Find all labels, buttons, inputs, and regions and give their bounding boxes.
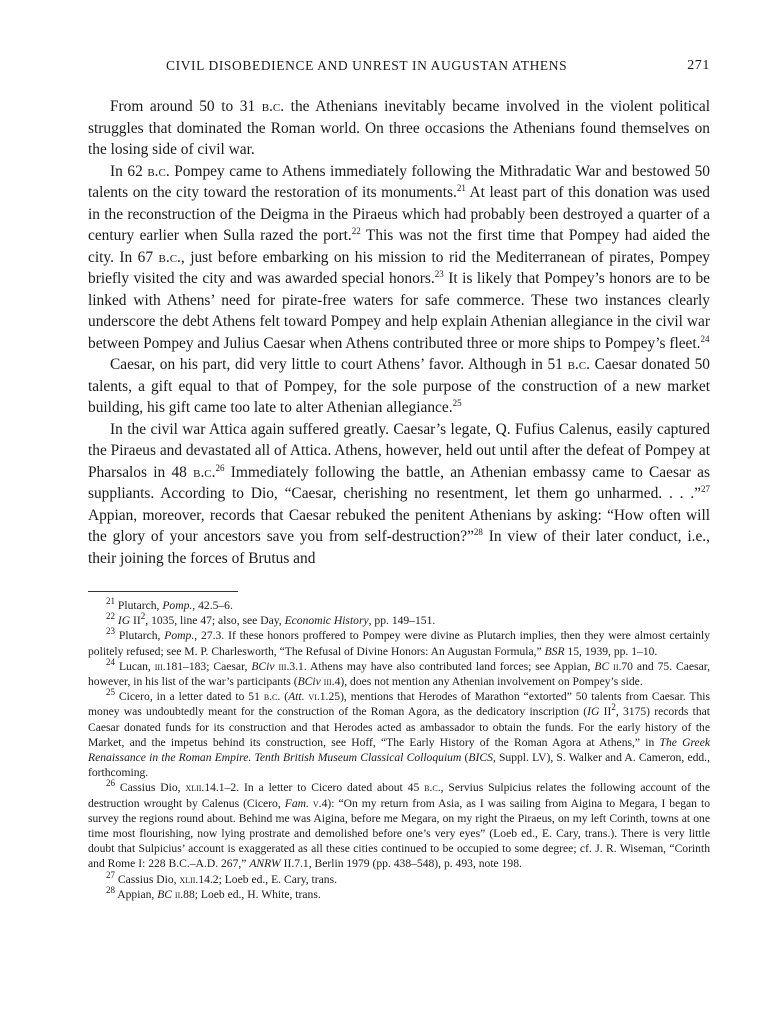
footnote-ref: 23: [106, 626, 115, 637]
text-run: Caesar, on his part, did very little to court Athens’ favor. Although in 51: [110, 356, 568, 373]
text-run: ), does not mention any Athenian involvement on Pompey’s side.: [340, 675, 643, 689]
text-run: It is likely that Pompey’s honors are to be linked with Athens’ need for pirate-free waters for safe commerce. These two instances clearly underscore the debt Athens felt toward Pompey and help explain Athenian allegiance in the civil war between Pompey and Julius Caesar when Athens contributed three or more ships to Pompey’s fleet.: [88, 270, 710, 352]
running-title: CIVIL DISOBEDIENCE AND UNREST IN AUGUSTAN ATHENS: [166, 58, 568, 73]
paragraph: [88, 161, 710, 355]
italic-text: BICS: [468, 751, 493, 765]
text-run: At least part of this donation was used in the reconstruction of the Deigma in the Piraeus which had probably been destroyed a quarter of a century earlier when Sulla razed the port.: [88, 184, 710, 244]
footnote-ref: 26: [106, 778, 115, 789]
small-caps-text: ii.88: [174, 887, 195, 901]
footnote-ref: 27: [701, 483, 710, 494]
text-run: II.7.1, Berlin 1979 (pp. 438–548), p. 493, note 198.: [280, 857, 522, 871]
small-caps-text: b.c.: [193, 463, 216, 481]
italic-text: Pomp.: [164, 629, 195, 643]
text-run: , 42.5–6.: [192, 599, 233, 612]
text-run: ; Loeb ed., E. Cary, trans.: [218, 872, 337, 886]
footnote-ref: 2: [611, 702, 616, 713]
text-run: Caesar donated 50 talents, a gift equal to that of Pompey, for the sole purpose of the construction of a new market building, his gift came too late to alter Athenian allegiance.: [88, 356, 711, 416]
italic-text: Economic History: [284, 614, 369, 628]
text-run: , 3175) records that Caesar donated funds for its construction and that Herodes acted as ambassador to obtain the funds. For the early history of the Market, and the impetus behind its construction, see Hoff, “The Early History of the Roman Agora at Athens,” in: [88, 705, 710, 749]
footnote-ref: 26: [215, 462, 225, 473]
small-caps-text: xlii.14.1–2: [185, 781, 237, 795]
footnotes: [88, 598, 710, 902]
text-run: , just before embarking on his mission to rid the Mediterranean of pirates, Pompey briefly visited the city and was awarded special honors.: [88, 248, 710, 287]
text-run: This was not the first time that Pompey had aided the city. In 67: [88, 227, 711, 266]
text-run: Cassius Dio,: [115, 781, 186, 795]
footnote-ref: 25: [106, 687, 115, 698]
text-run: , 1035, line 47; also, see Day,: [145, 614, 285, 628]
text-run: Plutarch,: [115, 629, 165, 643]
text-run: In view of their later conduct, i.e., their joining the forces of Brutus and: [88, 528, 710, 567]
text-run: II: [599, 705, 612, 719]
text-run: Pompey came to Athens immediately following the Mithradatic War and bestowed 50 talents on the city toward the restoration of its monuments.: [88, 162, 710, 201]
small-caps-text: iii.181–183: [154, 659, 207, 673]
text-run: In the civil war Attica again suffered greatly. Caesar’s legate, Q. Fufius Calenus, easily captured the Piraeus and devastated all of Attica. Athens, however, held out until after the defeat of Pompey at Pharsalos in 48: [88, 420, 710, 481]
italic-text: BC: [594, 659, 610, 673]
small-caps-text: xlii.14.2: [179, 872, 219, 886]
text-run: Cicero, in a letter dated to 51: [115, 690, 264, 704]
footnote-ref: 23: [434, 268, 444, 279]
text-run: Appian,: [115, 887, 158, 901]
footnote-ref: 27: [106, 869, 115, 880]
footnote-ref: 28: [106, 885, 115, 895]
footnote-ref: 24: [106, 656, 115, 667]
text-run: , Suppl. LV), S. Walker and A. Cameron, edd., forthcoming.: [88, 751, 710, 780]
footnote-ref: 22: [351, 225, 361, 236]
footnote-divider: [88, 591, 238, 592]
small-caps-text: b.c.: [263, 690, 281, 704]
small-caps-text: vi.1.25: [308, 690, 341, 704]
footnote-ref: 21: [456, 182, 466, 193]
italic-text: Fam.: [284, 796, 309, 810]
paragraph: [88, 419, 710, 570]
small-caps-text: iii.3.1: [278, 659, 304, 673]
text-run: In 62: [110, 162, 148, 180]
small-caps-text: iii.4: [323, 675, 341, 689]
text-run: and 75. Caesar, however, in his list of the war’s participants (: [88, 659, 711, 689]
italic-text: IG: [587, 705, 600, 719]
footnote-23: [88, 628, 710, 658]
footnote-ref: 21: [106, 596, 115, 607]
text-run: ), mentions that Herodes of Marathon “extorted” 50 talents from Caesar. This money was undoubtedly meant for the construction of the Roman Agora, as the dedicatory inscription (: [88, 690, 710, 719]
small-caps-text: b.c.: [567, 356, 590, 373]
small-caps-text: b.c.: [158, 248, 181, 266]
text-run: . Athens may have also contributed land forces; see Appian,: [303, 659, 595, 673]
paragraph: [88, 354, 710, 419]
italic-text: IG: [117, 614, 131, 628]
text-run: ): “On my return from Asia, as I was sailing from Aigina to Megara, I began to survey the regions round about. Behind me was Aigina, before me Megara, on my right the Piraeus, on my left Corinth, towns at one time most flourishing, now lying prostrate and demolished before one’s very eyes” (Loeb ed., E. Cary, trans.). There is very little doubt that Sulpicius’ account is exaggerated as all these cities continued to be occupied to some degree; cf. J. R. Wiseman, “Corinth and Rome I: 228 B.C.–A.D. 267,”: [88, 796, 710, 871]
text-run: , Servius Sulpicius relates the following account of the destruction wrought by Calenus (Cicero,: [88, 781, 711, 810]
text-run: From around 50 to 31: [110, 98, 262, 115]
running-header: [88, 58, 710, 82]
page-number: 271: [687, 58, 710, 73]
footnote-ref: 24: [700, 333, 710, 344]
text-run: Lucan,: [115, 659, 155, 673]
footnote-24: [88, 656, 711, 689]
text-run: ; Caesar,: [206, 659, 252, 673]
text-run: Appian, moreover, records that Caesar rebuked the penitent Athenians by asking: “How often will the glory of your ancestors save you from self-destruction?”: [88, 506, 710, 545]
text-run: the Athenians inevitably became involved in the violent political struggles that dominated the Roman world. On three occasions the Athenians found themselves on the losing side of civil war.: [88, 98, 710, 158]
italic-text: BSR: [544, 644, 565, 658]
italic-text: ANRW: [249, 857, 281, 871]
footnote-27: [88, 869, 710, 887]
italic-text: BC: [157, 887, 173, 901]
body-text: [88, 96, 710, 569]
footnote-28: [88, 887, 710, 902]
text-run: Immediately following the battle, an Athenian embassy came to Caesar as suppliants. According to Dio, “Caesar, cherishing no resentment, let them go unharmed. . . .”: [88, 463, 710, 502]
italic-text: Att.: [288, 690, 305, 704]
small-caps-text: b.c.: [147, 162, 170, 180]
text-run: , 27.3. If these honors proffered to Pompey were divine as Plutarch implies, then they were almost certainly politely refused; see M. P. Charlesworth, “The Refusal of Divine Honors: An Augustan Formula,”: [88, 629, 710, 658]
small-caps-text: b.c.: [261, 98, 285, 115]
paragraph: [88, 96, 710, 161]
small-caps-text: v.4: [312, 796, 328, 810]
footnote-25: [88, 689, 710, 780]
footnote-ref: 25: [452, 397, 462, 408]
italic-text: BCiv: [251, 659, 275, 673]
text-run: Cassius Dio,: [115, 872, 180, 886]
text-run: ; Loeb ed., H. White, trans.: [194, 887, 321, 901]
footnote-22: [88, 613, 710, 628]
footnote-21: [88, 598, 710, 613]
footnote-ref: 28: [473, 526, 483, 537]
footnote-ref: 22: [106, 611, 115, 622]
text-run: II: [130, 614, 141, 628]
small-caps-text: ii.70: [613, 659, 633, 673]
text-run: 15, 1939, pp. 1–10.: [564, 644, 658, 658]
text-run: (: [280, 690, 289, 704]
footnote-ref: 2: [140, 611, 146, 622]
text-run: , pp. 149–151.: [368, 614, 436, 628]
text-run: (: [461, 751, 469, 765]
italic-text: The Greek Renaissance in the Roman Empire. Tenth British Museum Classical Colloquium: [88, 735, 710, 765]
small-caps-text: b.c.: [424, 781, 441, 795]
footnote-26: [88, 780, 710, 871]
text-run: Plutarch,: [115, 599, 163, 612]
italic-text: Pomp.: [162, 599, 193, 612]
italic-text: BCiv: [297, 675, 321, 689]
text-run: . In a letter to Cicero dated about 45: [236, 781, 425, 795]
